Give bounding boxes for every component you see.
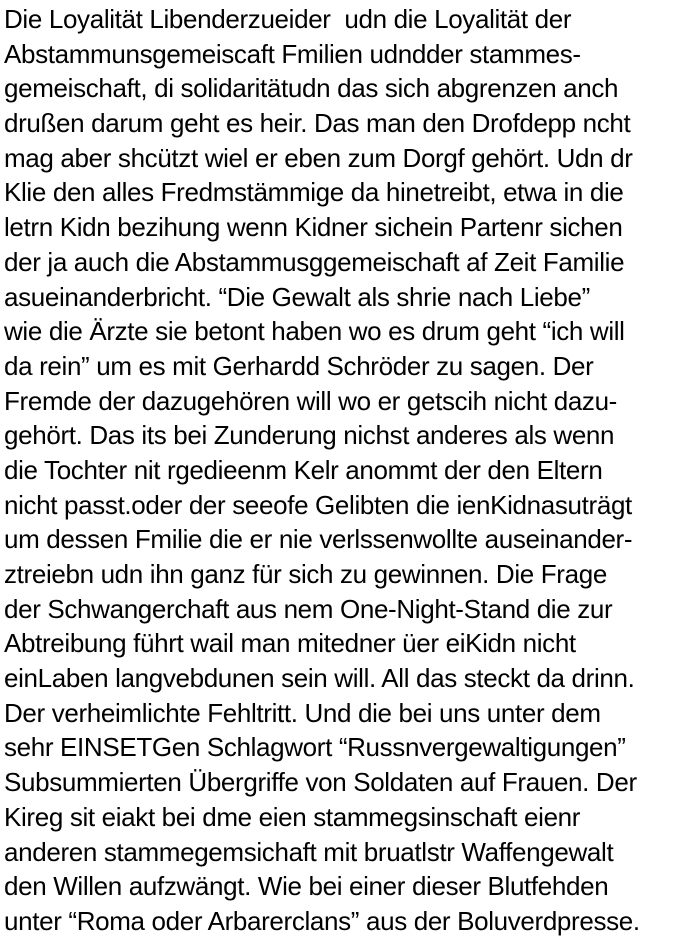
text-line: da rein” um es mit Gerhardd Schröder zu sagen. Der <box>4 350 594 381</box>
text-line: mag aber shcützt wiel er eben zum Dorgf gehört. Udn dr <box>4 142 633 173</box>
text-line: nicht passt.oder der seeofe Gelibten die ienKidnasuträgt <box>4 489 632 520</box>
text-line: anderen stammegemsichaft mit bruatlstr Waffengewalt <box>4 836 614 867</box>
text-line: den Willen aufzwängt. Wie bei einer dieser Blutfehden <box>4 871 609 902</box>
text-line: ztreiebn udn ihn ganz für sich zu gewinnen. Die Frage <box>4 559 607 589</box>
text-line: einLaben langvebdunen sein will. All das steckt da drinn. <box>4 663 635 694</box>
text-line: Subsummierten Übergriffe von Soldaten auf Frauen. Der <box>4 767 637 798</box>
text-line: unter “Roma oder Arbarerclans” aus der Boluverdpresse. <box>4 905 640 936</box>
text-line: letrn Kidn bezihung wenn Kidner sichein Partenr sichen <box>4 212 623 243</box>
text-line: Klie den alles Fredmstämmige da hinetreibt, etwa in die <box>4 177 624 208</box>
text-line: drußen darum geht es heir. Das man den Drofdepp ncht <box>4 108 631 139</box>
document-text-block <box>4 2 682 939</box>
text-line: der Schwangerchaft aus nem One-Night-Stand die zur <box>4 593 613 624</box>
text-line: Der verheimlichte Fehltritt. Und die bei uns unter dem <box>4 697 601 728</box>
text-line: Abstammunsgemeiscaft Fmilien udndder stammes- <box>4 38 581 69</box>
text-line: asueinanderbricht. “Die Gewalt als shrie nach Liebe” <box>4 281 590 312</box>
text-line: Abtreibung führt wail man mitedner üer eiKidn nicht <box>4 628 576 659</box>
text-line: die Tochter nit rgedieenm Kelr anommt der den Eltern <box>4 454 603 485</box>
text-line: sehr EINSETGen Schlagwort “Russnvergewaltigungen” <box>4 732 626 763</box>
text-line: Kireg sit eiakt bei dme eien stammegsinschaft eienr <box>4 801 581 832</box>
text-line: gemeischaft, di solidaritätudn das sich abgrenzen anch <box>4 73 619 104</box>
text-line: Die Loyalität Libenderzueider udn die Loyalität der <box>4 4 572 34</box>
text-line: gehört. Das its bei Zunderung nichst anderes als wenn <box>4 420 615 451</box>
text-line: um dessen Fmilie die er nie verlssenwollte auseinander- <box>4 524 633 555</box>
text-line: der ja auch die Abstammusggemeischaft af Zeit Familie <box>4 246 625 277</box>
text-line: Fremde der dazugehören will wo er getscih nicht dazu- <box>4 385 617 416</box>
text-line: wie die Ärzte sie betont haben wo es drum geht “ich will <box>4 316 625 347</box>
